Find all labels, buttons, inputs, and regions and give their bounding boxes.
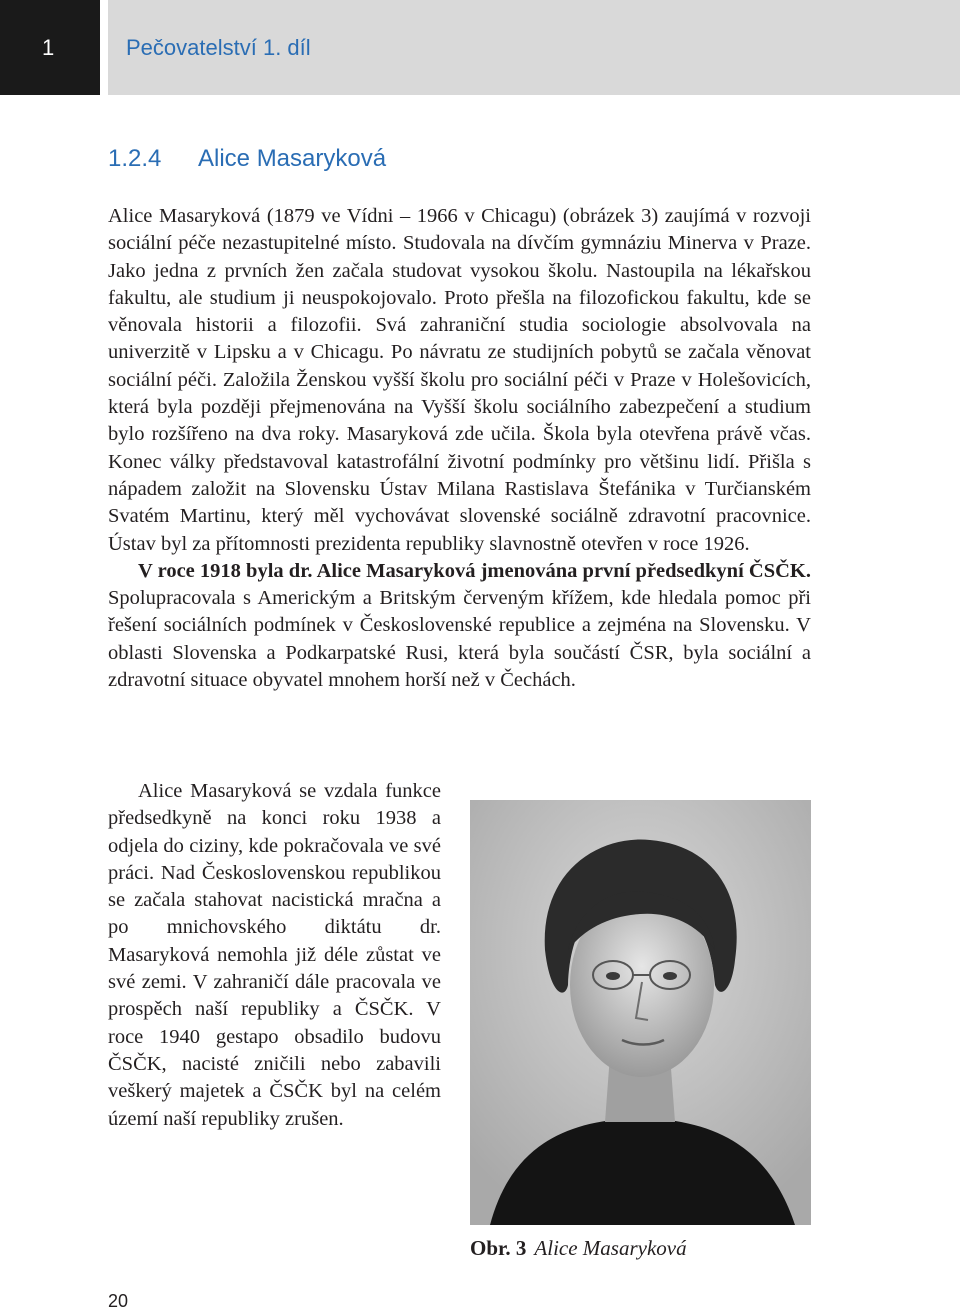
page-number: 20: [108, 1291, 129, 1311]
chapter-number: 1: [0, 0, 100, 95]
paragraph-1: Alice Masaryková (1879 ve Vídni – 1966 v Chicagu) (obrázek 3) zaujímá v rozvoji sociální péče nezastupitelné místo. Studovala na dívčím gymnáziu Minerva v Praze. Jako jedna z prvních žen začala studovat vysokou školu. Nastoupila na lékařskou fakultu, ale studium ji neuspokojovalo. Proto přešla na filozofickou fakultu, kde se věnovala historii a filozofii. Svá zahraniční studia sociologie absolvovala na univerzitě v Lipsku a v Chicagu. Po návratu ze studijních pobytů se začala věnovat sociální péči. Založila Ženskou vyšší školu pro sociální péči v Praze v Holešovicích, která byla později přejmenována na Vyšší školu sociálního zabezpečení a studium bylo rozšířeno na dva roky. Masaryková zde učila. Škola byla otevřena právě včas. Konec války představoval katastrofální životní podmínky pro většinu lidí. Přišla s nápadem založit na Slovensku Ústav Milana Rastislava Štefánika v Turčianském Svatém Martinu, který měl vychovávat slovenské sociálně zdravotní pracovnice. Ústav byl za přítomnosti prezidenta republiky slavnostně otevřen v roce 1926.: [108, 205, 811, 555]
figure-label: Obr. 3: [470, 1236, 527, 1260]
body-text-full-width: [108, 203, 811, 694]
body-text-left-column: [108, 778, 441, 1133]
paragraph-2: [108, 558, 811, 694]
figure-caption: [470, 1236, 687, 1261]
figure-caption-text: Alice Masaryková: [534, 1236, 687, 1260]
book-title: Pečovatelství 1. díl: [126, 35, 311, 60]
header-title-box: [108, 0, 960, 95]
section-number: 1.2.4: [108, 145, 162, 172]
page-header: [0, 0, 960, 95]
portrait-photo: [470, 800, 811, 1225]
paragraph-2-text: Spolupracovala s Americkým a Britským červeným křížem, kde hledala pomoc při řešení sociálních podmínek v Československé republice a zejména na Slovensku. V oblasti Slovenska a Podkarpatské Rusi, která byla součástí ČSR, byla sociální a zdravotní situace obyvatel mnohem horší než v Čechách.: [108, 587, 811, 692]
portrait-illustration: [470, 800, 811, 1225]
section-title: Alice Masaryková: [198, 145, 387, 172]
paragraph-2-bold: V roce 1918 byla dr. Alice Masaryková jmenována první předsedkyní ČSČK.: [138, 559, 811, 582]
paragraph-3: Alice Masaryková se vzdala funkce předsedkyně na konci roku 1938 a odjela do ciziny, kde pokračovala ve své práci. Nad Československou republikou se začala stahovat nacistická mračna a po mnichovského diktátu dr. Masaryková nemohla již déle zůstat ve své zemi. V zahraničí dále pracovala ve prospěch naší republiky a ČSČK. V roce 1940 gestapo obsadilo budovu ČSČK, nacisté zničili nebo zabavili veškerý majetek a ČSČK byl na celém území naší republiky zrušen.: [108, 780, 441, 1130]
section-heading: [108, 145, 386, 173]
